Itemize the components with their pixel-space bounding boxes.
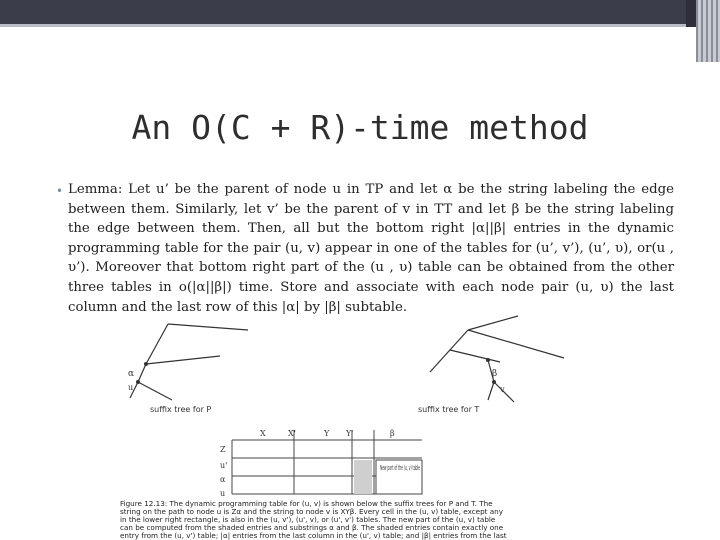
suffix-tree-p bbox=[130, 324, 248, 400]
dp-table-shaded-cells bbox=[354, 460, 372, 494]
tree-p-u-label: u bbox=[128, 383, 134, 392]
corner-stripes bbox=[696, 0, 720, 62]
tree-p-caption: suffix tree for P bbox=[150, 405, 212, 414]
dp-new-part-label bbox=[380, 464, 420, 472]
dp-new-part-text: New part of the (u, v) table bbox=[380, 464, 420, 472]
dp-row-u: u bbox=[220, 489, 226, 498]
slide-title: An O(C + R)-time method bbox=[131, 108, 589, 147]
caption-line-5: entry from the (u, v') table; |α| entries from the last column in the (u', v) table; and |β| entries from the last bbox=[120, 531, 507, 540]
tree-t-v-label: v bbox=[500, 385, 505, 394]
top-bar-accent bbox=[0, 24, 720, 27]
caption-line-1: Figure 12.13: The dynamic programming table for (u, v) is shown below the suffix trees for P and T. The bbox=[120, 499, 493, 508]
figure-caption bbox=[120, 499, 507, 540]
tree-t-caption: suffix tree for T bbox=[418, 405, 480, 414]
lemma-paragraph: Lemma: Let u’ be the parent of node u in TP and let α be the string labeling the edge between them. Similarly, let v’ be the parent of v in TT and let β be the string labeling the edge between them. Then, all but the bottom right |α||β| entries in the dynamic programming table for the pair (u, v) appear in one of the tables for (u’, v’), (u’, υ), or(u , υ’). Moreover that bottom right part of the (u , υ) table can be obtained from the other three tables in o(|α||β|) time. Store and associate with each node pair (u, υ) the last column and the last row of this |α| by |β| subtable. bbox=[68, 182, 674, 315]
caption-line-2: string on the path to node u is Zα and the string to node v is XYβ. Every cell in the (u, v) table, except any bbox=[120, 507, 503, 516]
bullet-icon: • bbox=[56, 184, 64, 198]
figure bbox=[108, 312, 622, 540]
suffix-tree-t bbox=[430, 316, 564, 402]
dp-col-y: Y bbox=[324, 429, 330, 438]
caption-line-3: in the lower right rectangle, is also in the (u, v'), (u', v), or (u', v') tables. The new part of the (u, v) table bbox=[120, 515, 496, 524]
dp-row-z: Z bbox=[220, 445, 226, 454]
tree-t-node-vp bbox=[486, 358, 490, 362]
dp-col-x: X bbox=[260, 429, 266, 438]
tree-p-node-u bbox=[136, 380, 140, 384]
top-bar bbox=[0, 0, 720, 24]
corner-accent-dark bbox=[686, 0, 696, 27]
tree-p-node-up bbox=[144, 362, 148, 366]
tree-p-alpha-label: α bbox=[128, 369, 135, 379]
tree-t-node-v bbox=[492, 380, 496, 384]
dp-col-beta: β bbox=[390, 429, 395, 438]
dp-col-yp: Y' bbox=[346, 429, 354, 438]
caption-line-4: can be computed from the shaded entries and substrings α and β. The shaded entries contain exactly one bbox=[120, 523, 504, 532]
dp-row-up: u' bbox=[220, 461, 228, 470]
dp-col-xp: X' bbox=[288, 429, 296, 438]
tree-t-beta-label: β bbox=[492, 369, 498, 379]
dp-row-alpha: α bbox=[220, 475, 226, 484]
